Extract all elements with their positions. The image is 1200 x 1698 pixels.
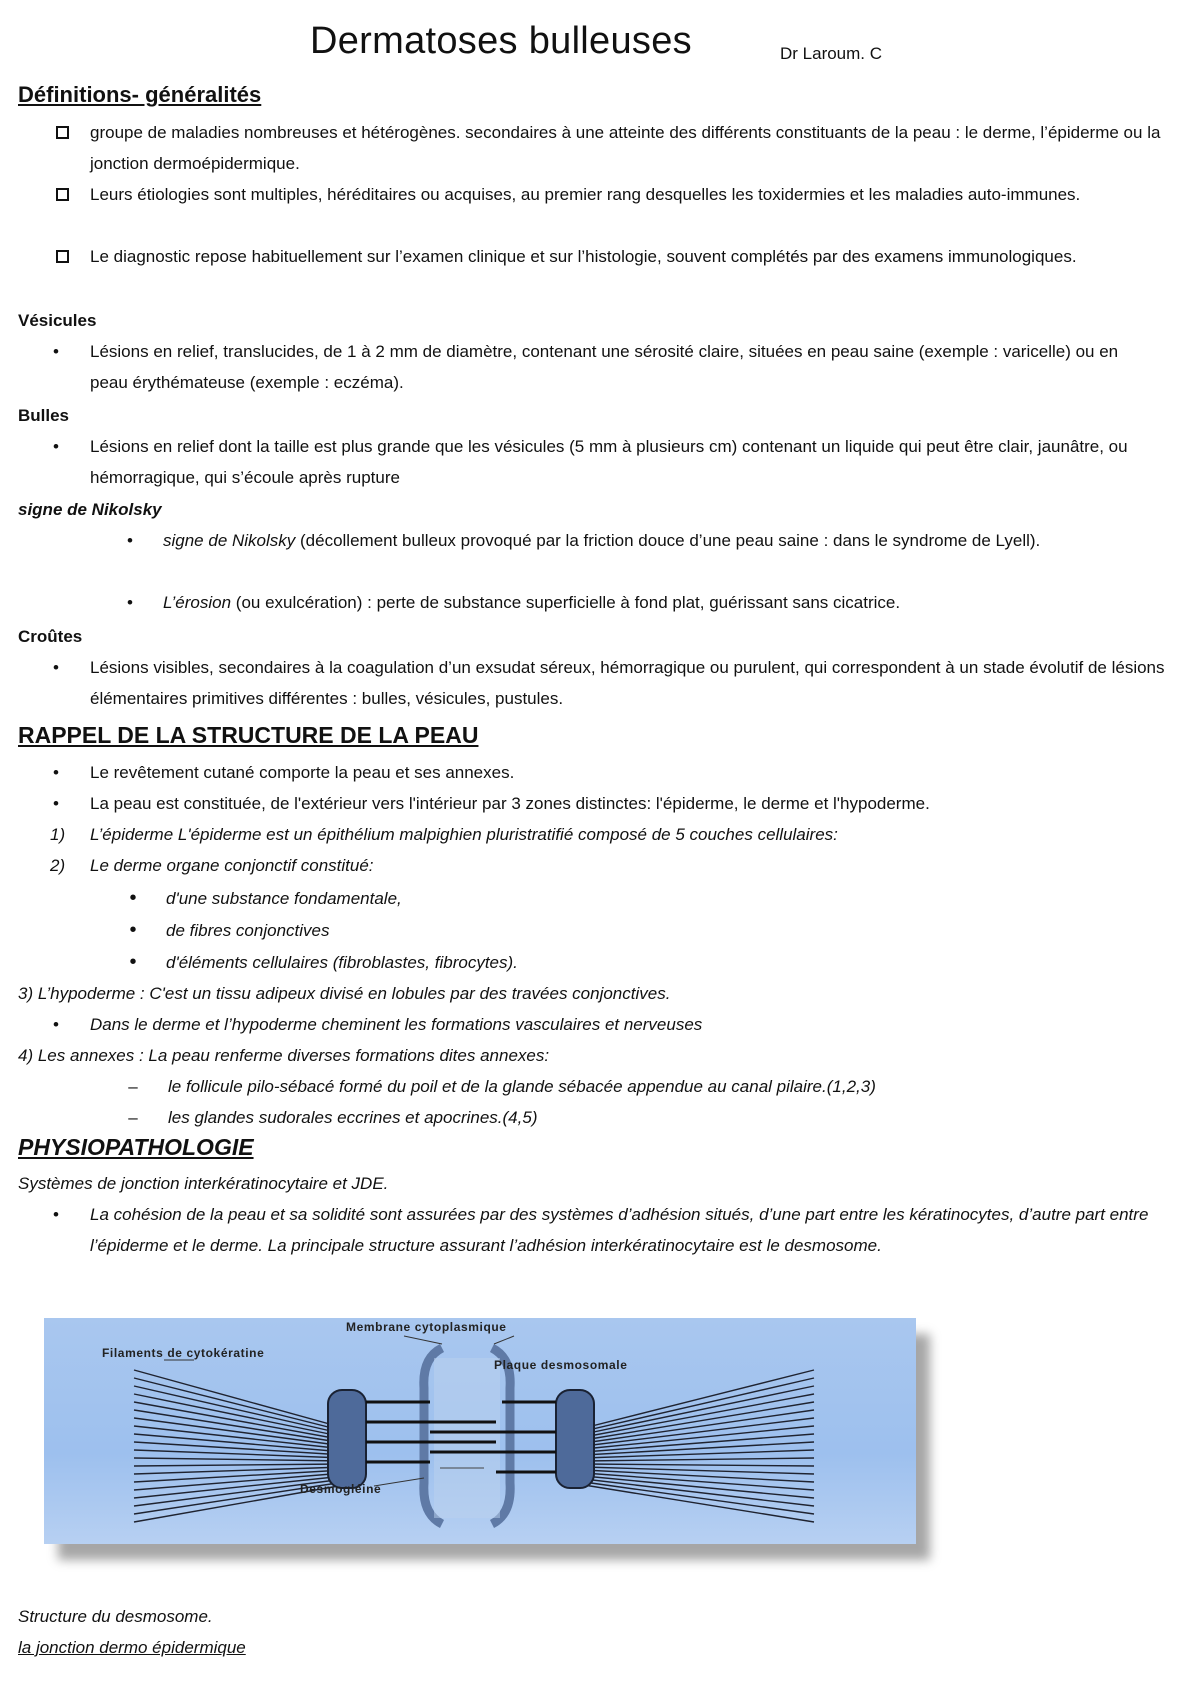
bullet-icon: • (129, 951, 137, 973)
bulles-item: Lésions en relief dont la taille est plus grande que les vésicules (5 mm à plusieurs cm) contenant un liquide qui peut être clair, jaunâtre, ou hémorragique, qui s’écoule après rupture (90, 437, 1128, 487)
derme-item-3: d'éléments cellulaires (fibroblastes, fibrocytes). (166, 953, 518, 972)
definition-item-1: groupe de maladies nombreuses et hétérogènes. secondaires à une atteinte des différents constituants de la peau : le derme, l’épiderme ou la jonction dermoépidermique. (90, 123, 1161, 173)
annexes-item-1: le follicule pilo-sébacé formé du poil et de la glande sébacée appendue au canal pilaire.(1,2,3) (168, 1077, 876, 1096)
author-name: Dr Laroum. C (780, 44, 883, 63)
right-plaque (556, 1390, 594, 1488)
left-filaments (134, 1370, 344, 1522)
physio-item: La cohésion de la peau et sa solidité sont assurées par des systèmes d’adhésion situés, d’une part entre les kératinocytes, d’autre part entre l’épiderme et le derme. La principale structure assurant l’adhésion interkératinocytaire est le desmosome. (90, 1205, 1149, 1255)
bullet-icon: • (53, 342, 59, 361)
definitions-heading: Définitions- généralités (18, 82, 262, 107)
bulles-heading: Bulles (18, 406, 70, 425)
nikolsky-heading: signe de Nikolsky (18, 500, 162, 519)
physio-subheading: Systèmes de jonction interkératinocytaire et JDE. (18, 1174, 389, 1193)
nikolsky-item-1 (163, 525, 1183, 556)
structure-heading: RAPPEL DE LA STRUCTURE DE LA PEAU (18, 722, 479, 748)
bullet-icon: • (127, 531, 133, 550)
bullet-icon: • (53, 763, 59, 782)
physio-heading: PHYSIOPATHOLOGIE (18, 1134, 254, 1160)
desmogleine-label: Desmogléine (300, 1482, 382, 1496)
derme-line: Le derme organe conjonctif constitué: (90, 856, 374, 875)
figure-caption: Structure du desmosome. (18, 1607, 213, 1626)
derme-item-1: d'une substance fondamentale, (166, 889, 402, 908)
checkbox-bullet-icon (56, 188, 69, 201)
definition-item-3: Le diagnostic repose habituellement sur l’examen clinique et sur l’histologie, souvent complétés par des examens immunologiques. (90, 247, 1077, 266)
jde-heading: la jonction dermo épidermique (18, 1638, 246, 1657)
bullet-icon: • (53, 794, 59, 813)
annexes-line: 4) Les annexes : La peau renferme diverses formations dites annexes: (18, 1046, 550, 1065)
checkbox-bullet-icon (56, 126, 69, 139)
croutes-heading: Croûtes (18, 627, 83, 646)
bullet-icon: • (129, 887, 137, 909)
checkbox-bullet-icon (56, 250, 69, 263)
bullet-icon: • (129, 919, 137, 941)
filaments-label: Filaments de cytokératine (102, 1346, 265, 1360)
annexes-item-2: les glandes sudorales eccrines et apocrines.(4,5) (168, 1108, 538, 1127)
dash-bullet-icon: – (128, 1108, 138, 1127)
definition-item-2: Leurs étiologies sont multiples, héréditaires ou acquises, au premier rang desquelles les toxidermies et les maladies auto-immunes. (90, 185, 1081, 204)
bullet-icon: • (127, 593, 133, 612)
intercellular-space (434, 1358, 500, 1518)
erosion-term: L’érosion (163, 593, 232, 612)
croutes-item: Lésions visibles, secondaires à la coagulation d’un exsudat séreux, hémorragique ou purulent, qui correspondent à un stade évolutif de lésions élémentaires primitives différentes : bulles, vésicules, pustules. (90, 658, 1165, 708)
vesicules-item: Lésions en relief, translucides, de 1 à 2 mm de diamètre, contenant une sérosité claire, situées en peau saine (exemple : varicelle) ou en peau érythémateuse (exemple : eczéma). (90, 342, 1119, 392)
nikolsky-item-2 (163, 587, 1183, 618)
nikolsky-text: (décollement bulleux provoqué par la friction douce d’une peau saine : dans le syndrome de Lyell). (295, 531, 1041, 550)
left-plaque (328, 1390, 366, 1488)
bullet-icon: • (53, 658, 59, 677)
erosion-text: (ou exulcération) : perte de substance superficielle à fond plat, guérissant sans cicatrice. (231, 593, 901, 612)
document-title: Dermatoses bulleuses (310, 20, 692, 62)
numbered-marker: 2) (50, 856, 66, 875)
desmosome-figure (44, 1318, 916, 1544)
bullet-icon: • (53, 1205, 59, 1224)
dash-bullet-icon: – (128, 1077, 138, 1096)
derme-item-2: de fibres conjonctives (166, 921, 330, 940)
epiderme-line: L’épiderme L'épiderme est un épithélium malpighien pluristratifié composé de 5 couches cellulaires: (90, 825, 838, 844)
bullet-icon: • (53, 1015, 59, 1034)
hypoderme-line: 3) L’hypoderme : C'est un tissu adipeux divisé en lobules par des travées conjonctives. (18, 984, 671, 1003)
hypoderme-bullet: Dans le derme et l’hypoderme cheminent les formations vasculaires et nerveuses (90, 1015, 703, 1034)
plaque-label: Plaque desmosomale (494, 1358, 628, 1372)
nikolsky-term: signe de Nikolsky (163, 531, 296, 550)
vesicules-heading: Vésicules (18, 311, 97, 330)
right-filaments (584, 1370, 814, 1522)
structure-bullet-1: Le revêtement cutané comporte la peau et ses annexes. (90, 763, 515, 782)
numbered-marker: 1) (50, 825, 66, 844)
membrane-label: Membrane cytoplasmique (346, 1320, 507, 1334)
bullet-icon: • (53, 437, 59, 456)
structure-bullet-2: La peau est constituée, de l'extérieur vers l'intérieur par 3 zones distinctes: l'épiderme, le derme et l'hypoderme. (90, 794, 930, 813)
